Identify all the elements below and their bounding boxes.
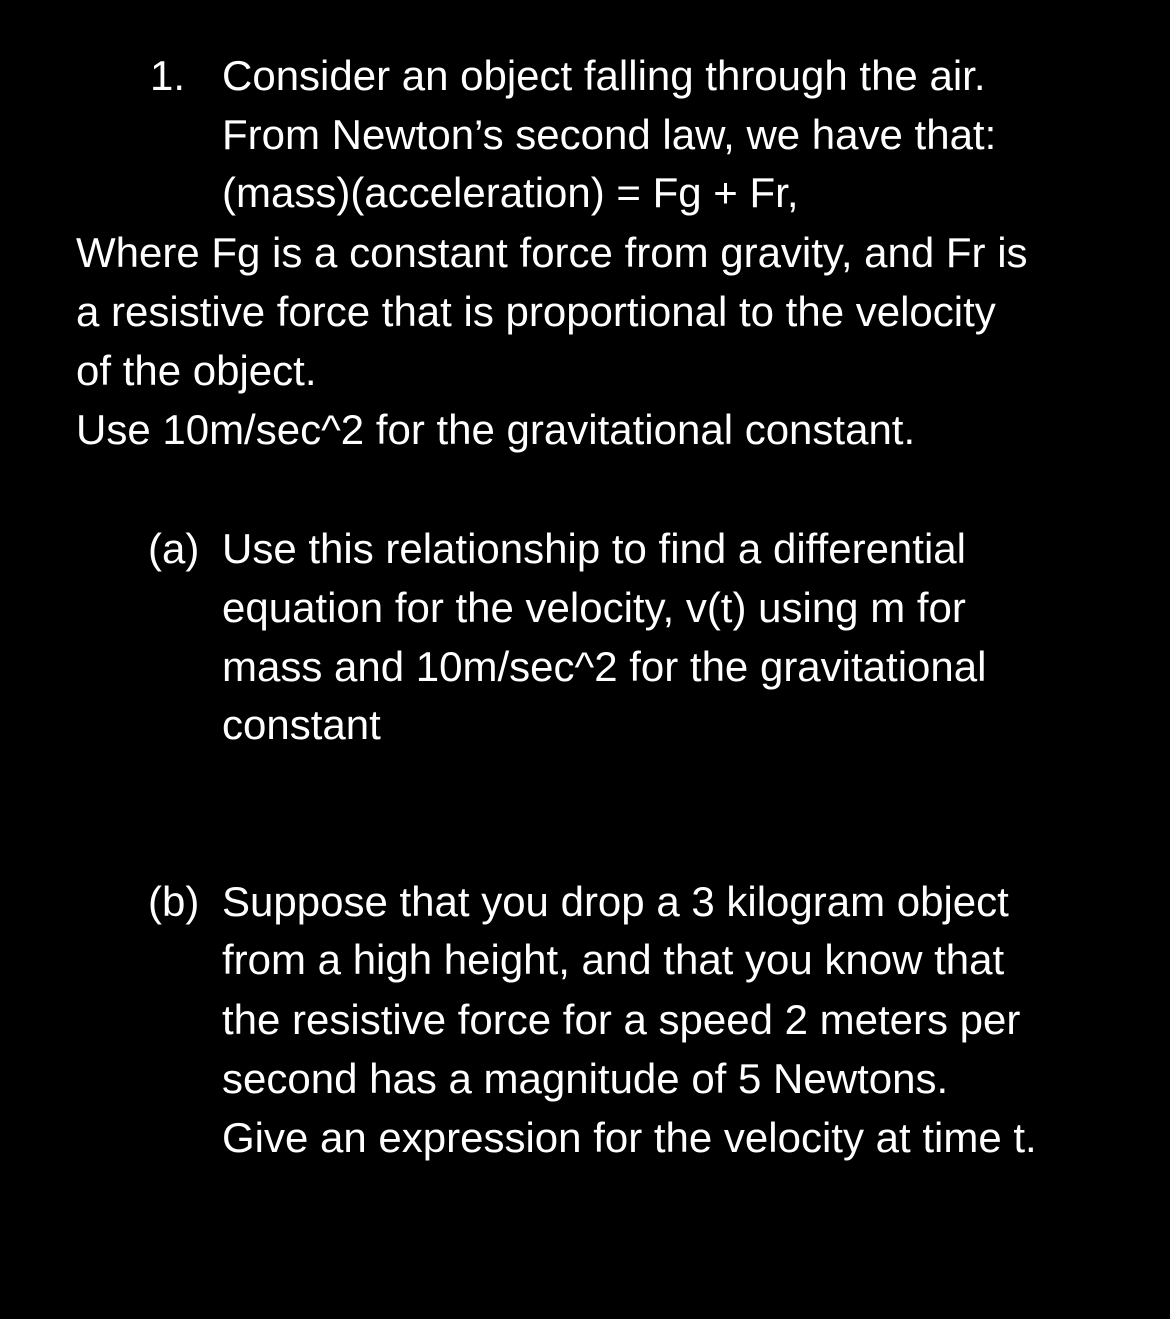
part-b-line-2: from a high height, and that you know that [222, 936, 1005, 983]
part-b-label: (b) [148, 878, 200, 925]
problem-number: 1. [150, 52, 186, 99]
part-a-label: (a) [148, 525, 200, 572]
body-line-2: a resistive force that is proportional to the velocity [76, 288, 996, 335]
body-line-3: of the object. [76, 347, 317, 394]
body-line-4: Use 10m/sec^2 for the gravitational constant. [76, 406, 916, 453]
intro-line-3: (mass)(acceleration) = Fg + Fr, [222, 169, 799, 216]
intro-line-1: Consider an object falling through the air. [222, 52, 986, 99]
intro-line-2: From Newton’s second law, we have that: [222, 111, 997, 158]
part-b-line-1: Suppose that you drop a 3 kilogram object [222, 878, 1009, 925]
part-a-line-1: Use this relationship to find a differential [222, 525, 966, 572]
part-b-line-3: the resistive force for a speed 2 meters per [222, 996, 1021, 1043]
part-a-line-4: constant [222, 701, 381, 748]
part-a-line-2: equation for the velocity, v(t) using m for [222, 584, 966, 631]
part-a-line-3: mass and 10m/sec^2 for the gravitational [222, 643, 987, 690]
part-b-line-4: second has a magnitude of 5 Newtons. [222, 1055, 949, 1102]
body-line-1: Where Fg is a constant force from gravity, and Fr is [76, 229, 1028, 276]
part-b-line-5: Give an expression for the velocity at time t. [222, 1114, 1037, 1161]
